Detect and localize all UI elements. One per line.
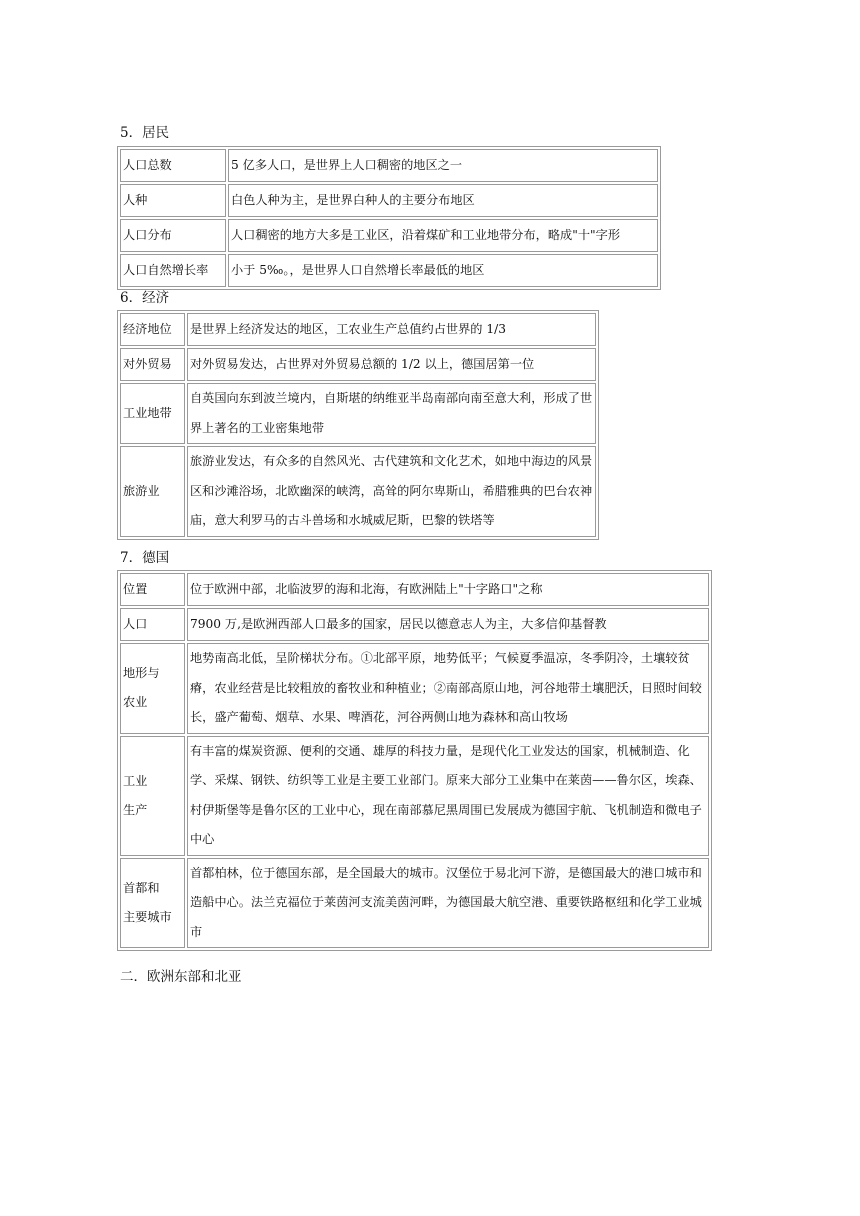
row-value: 首都柏林，位于德国东部，是全国最大的城市。汉堡位于易北河下游，是德国最大的港口城市和造船中心。法兰克福位于莱茵河支流美茵河畔，为德国最大航空港、重要铁路枢纽和化学工业城市 bbox=[187, 858, 709, 949]
table-row bbox=[120, 383, 596, 444]
row-value: 白色人种为主，是世界白种人的主要分布地区 bbox=[228, 184, 658, 217]
row-value: 小于 5‰。，是世界人口自然增长率最低的地区 bbox=[228, 254, 658, 287]
row-label bbox=[120, 858, 185, 949]
section-6-heading: 6．经济 bbox=[120, 290, 170, 306]
next-section-heading: 二．欧洲东部和北亚 bbox=[120, 969, 242, 985]
row-label-line: 地形与 bbox=[123, 666, 160, 681]
row-label: 对外贸易 bbox=[120, 348, 185, 381]
section-5-heading: 5．居民 bbox=[120, 125, 170, 141]
row-label: 人口自然增长率 bbox=[120, 254, 226, 287]
row-value: 位于欧洲中部，北临波罗的海和北海，有欧洲陆上"十字路口"之称 bbox=[187, 573, 709, 606]
germany-table bbox=[117, 570, 712, 951]
table-row bbox=[120, 219, 658, 252]
table-row bbox=[120, 149, 658, 182]
row-label: 经济地位 bbox=[120, 313, 185, 346]
row-value: 自英国向东到波兰境内，自斯堪的纳维亚半岛南部向南至意大利，形成了世界上著名的工业密集地带 bbox=[187, 383, 596, 444]
row-label-line: 农业 bbox=[123, 695, 148, 710]
table-row bbox=[120, 858, 709, 949]
row-value: 地势南高北低，呈阶梯状分布。①北部平原，地势低平；气候夏季温凉，冬季阴冷，土壤较贫瘠，农业经营是比较粗放的畜牧业和种植业；②南部高原山地，河谷地带土壤肥沃，日照时间较长，盛产葡萄、烟草、水果、啤酒花，河谷两侧山地为森林和高山牧场 bbox=[187, 643, 709, 734]
row-label: 人口总数 bbox=[120, 149, 226, 182]
row-value: 对外贸易发达，占世界对外贸易总额的 1/2 以上，德国居第一位 bbox=[187, 348, 596, 381]
row-value: 人口稠密的地方大多是工业区，沿着煤矿和工业地带分布，略成"十"字形 bbox=[228, 219, 658, 252]
row-label: 旅游业 bbox=[120, 446, 185, 537]
row-label: 位置 bbox=[120, 573, 185, 606]
row-label bbox=[120, 736, 185, 856]
row-value: 7900 万,是欧洲西部人口最多的国家，居民以德意志人为主，大多信仰基督教 bbox=[187, 608, 709, 641]
row-value: 是世界上经济发达的地区，工农业生产总值约占世界的 1/3 bbox=[187, 313, 596, 346]
row-label: 人口分布 bbox=[120, 219, 226, 252]
row-label-line: 工业 bbox=[123, 773, 148, 788]
table-row bbox=[120, 573, 709, 606]
table-row bbox=[120, 736, 709, 856]
row-label: 人种 bbox=[120, 184, 226, 217]
table-row bbox=[120, 254, 658, 287]
row-value: 5 亿多人口，是世界上人口稠密的地区之一 bbox=[228, 149, 658, 182]
row-label-line: 首都和 bbox=[123, 880, 160, 895]
table-row bbox=[120, 184, 658, 217]
row-label-line: 生产 bbox=[123, 802, 148, 817]
section-7-heading: 7．德国 bbox=[120, 550, 170, 566]
table-row bbox=[120, 313, 596, 346]
table-row bbox=[120, 643, 709, 734]
row-label bbox=[120, 643, 185, 734]
table-row bbox=[120, 348, 596, 381]
table-row bbox=[120, 608, 709, 641]
table-row bbox=[120, 446, 596, 537]
row-label: 工业地带 bbox=[120, 383, 185, 444]
row-label-line: 主要城市 bbox=[123, 909, 172, 924]
economy-table bbox=[117, 310, 599, 540]
residents-table bbox=[117, 146, 661, 290]
row-value: 旅游业发达，有众多的自然风光、古代建筑和文化艺术，如地中海边的风景区和沙滩浴场，北欧幽深的峡湾，高耸的阿尔卑斯山，希腊雅典的巴台农神庙，意大利罗马的古斗兽场和水城威尼斯，巴黎的铁塔等 bbox=[187, 446, 596, 537]
row-value: 有丰富的煤炭资源、便利的交通、雄厚的科技力量，是现代化工业发达的国家，机械制造、化学、采煤、钢铁、纺织等工业是主要工业部门。原来大部分工业集中在莱茵——鲁尔区，埃森、村伊斯堡等是鲁尔区的工业中心，现在南部慕尼黑周围已发展成为德国宇航、飞机制造和微电子中心 bbox=[187, 736, 709, 856]
row-label: 人口 bbox=[120, 608, 185, 641]
